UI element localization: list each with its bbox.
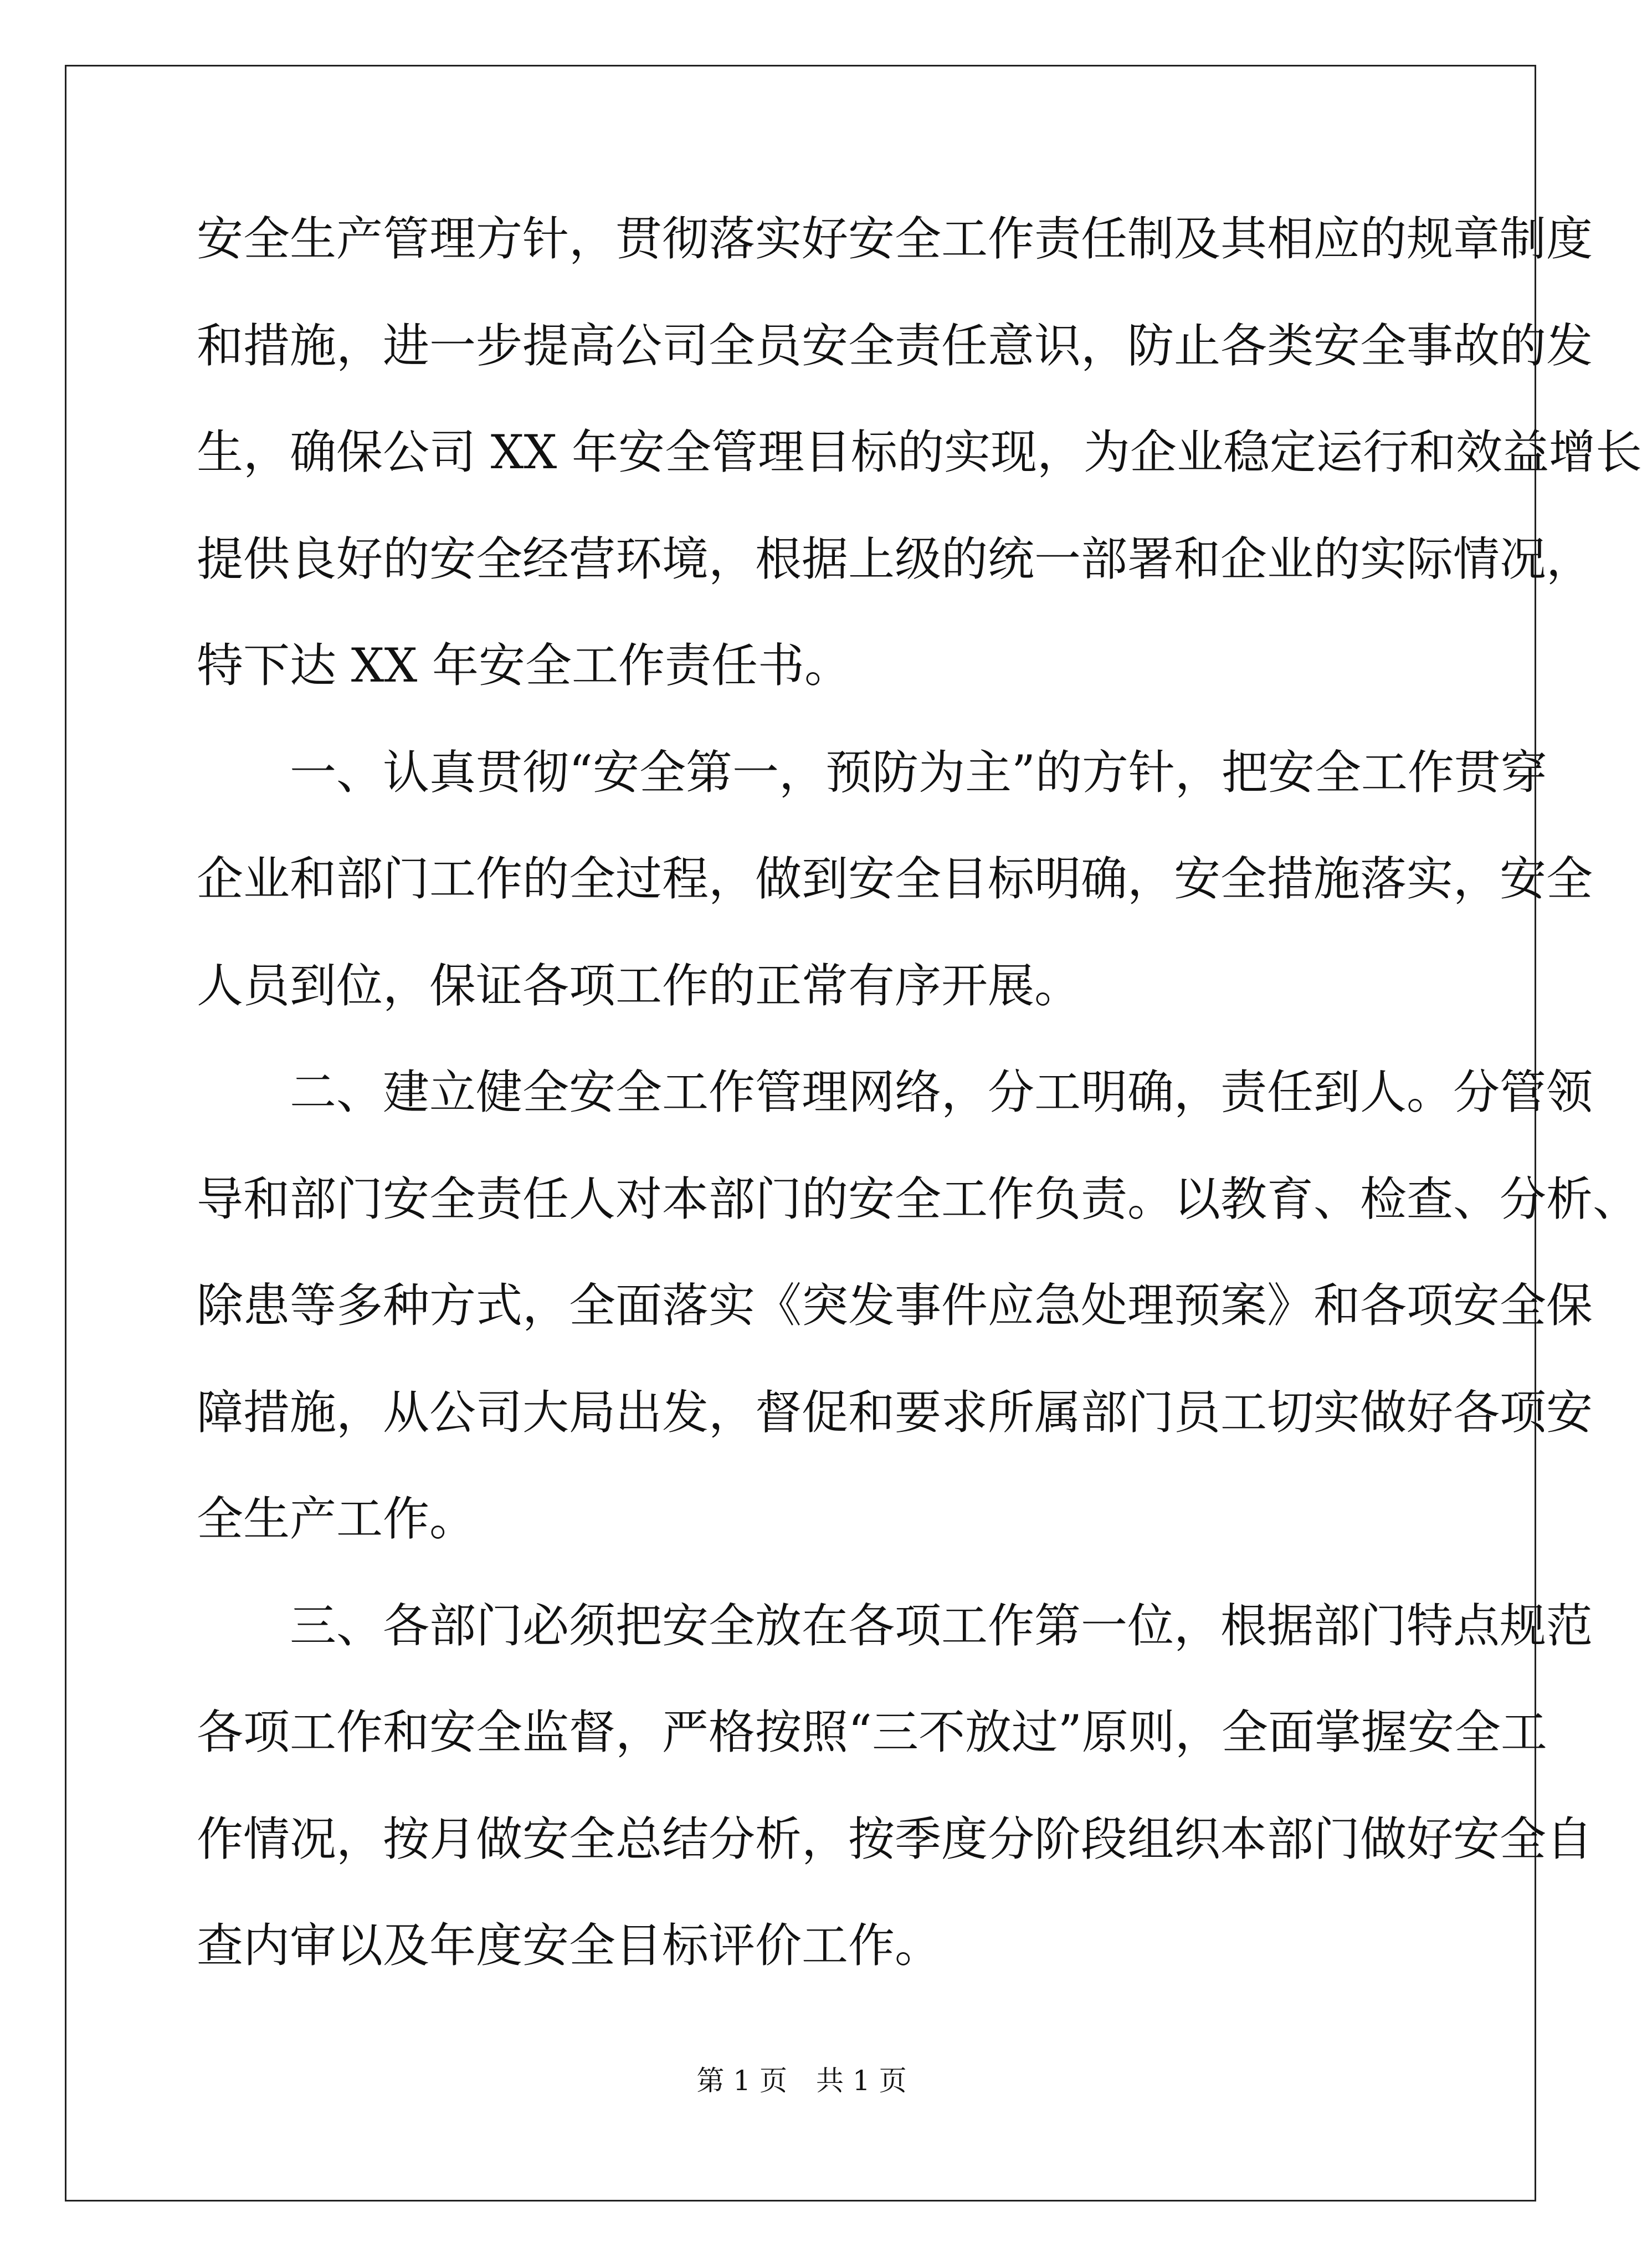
page-total: 共 1 页 bbox=[816, 2065, 907, 2097]
text-line: 查内审以及年度安全目标评价工作。 bbox=[197, 1918, 942, 1973]
text-line: 特下达 XX 年安全工作责任书。 bbox=[197, 638, 851, 693]
page-footer bbox=[0, 2064, 1603, 2097]
text-line: 企业和部门工作的全过程，做到安全目标明确，安全措施落实，安全 bbox=[197, 852, 1593, 906]
text-line: 安全生产管理方针，贯彻落实好安全工作责任制及其相应的规章制度 bbox=[197, 212, 1593, 266]
text-line: 三、各部门必须把安全放在各项工作第一位，根据部门特点规范 bbox=[197, 1598, 1593, 1653]
text-line: 二、建立健全安全工作管理网络，分工明确，责任到人。分管领 bbox=[197, 1065, 1593, 1119]
text-line: 障措施，从公司大局出发，督促和要求所属部门员工切实做好各项安 bbox=[197, 1385, 1593, 1440]
page-number: 第 1 页 bbox=[696, 2065, 787, 2097]
text-line: 除患等多种方式，全面落实《突发事件应急处理预案》和各项安全保 bbox=[197, 1278, 1593, 1333]
text-line: 一、认真贯彻“安全第一，预防为主”的方针，把安全工作贯穿 bbox=[197, 745, 1547, 800]
document-body bbox=[197, 212, 1642, 2027]
text-line: 提供良好的安全经营环境，根据上级的统一部署和企业的实际情况， bbox=[197, 531, 1593, 586]
text-line: 和措施，进一步提高公司全员安全责任意识，防止各类安全事故的发 bbox=[197, 318, 1593, 373]
text-line: 导和部门安全责任人对本部门的安全工作负责。以教育、检查、分析、 bbox=[197, 1171, 1640, 1226]
text-line: 全生产工作。 bbox=[197, 1492, 476, 1546]
text-line: 人员到位，保证各项工作的正常有序开展。 bbox=[197, 958, 1081, 1013]
text-line: 各项工作和安全监督，严格按照“三不放过”原则，全面掌握安全工 bbox=[197, 1705, 1547, 1759]
text-line: 生，确保公司 XX 年安全管理目标的实现，为企业稳定运行和效益增长 bbox=[197, 425, 1642, 479]
text-line: 作情况，按月做安全总结分析，按季度分阶段组织本部门做好安全自 bbox=[197, 1811, 1593, 1866]
